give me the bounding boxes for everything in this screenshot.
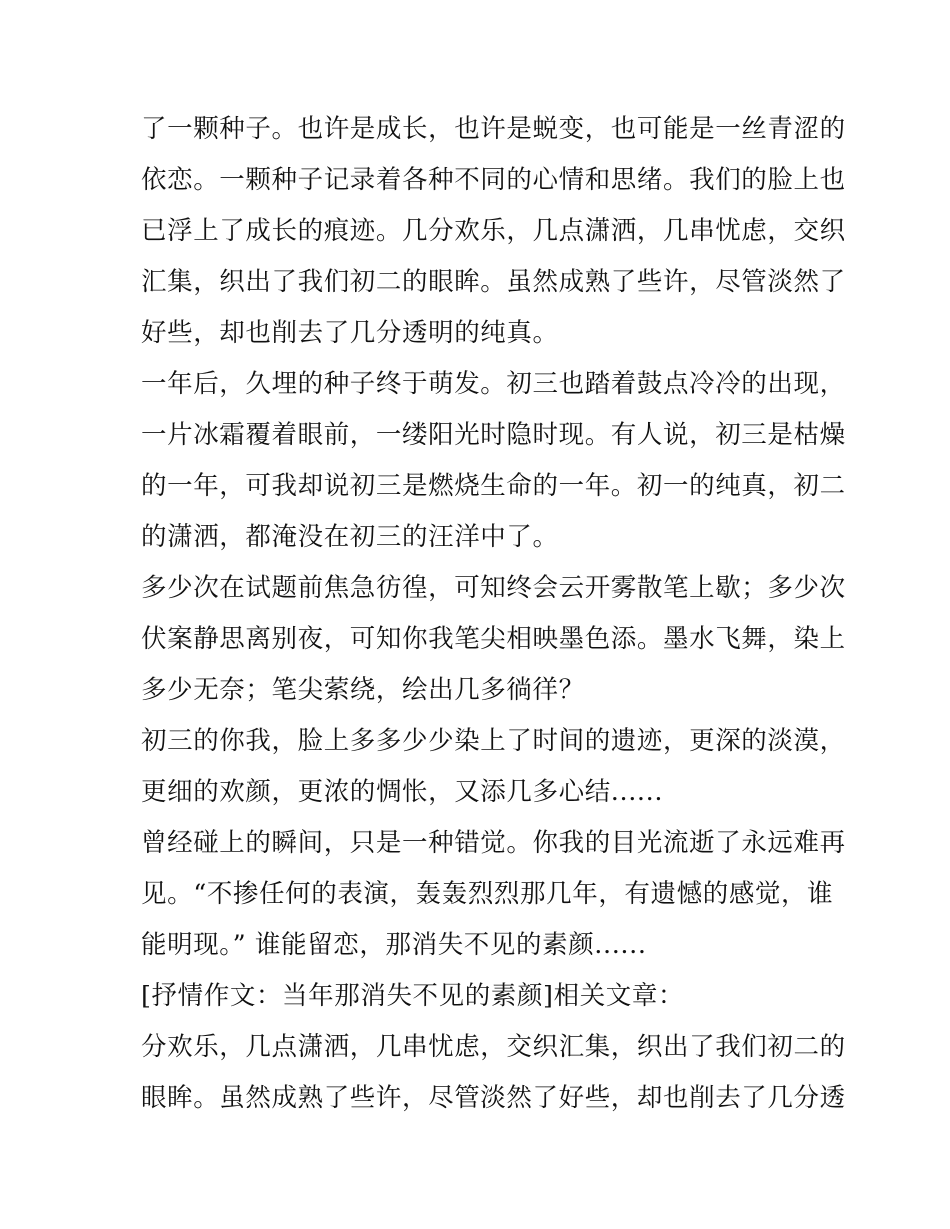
related-articles-heading: [抒情作文：当年那消失不见的素颜]相关文章： <box>141 981 685 1011</box>
text-line: 见。“不掺任何的表演，轰轰烈烈那几年，有遗憾的感觉，谁 <box>141 879 834 909</box>
text-line: 曾经碰上的瞬间，只是一种错觉。你我的目光流逝了永远难再 <box>141 828 846 858</box>
text-line: 更细的欢颜，更浓的惆怅，又添几多心结...... <box>141 777 664 807</box>
text-line: 了一颗种子。也许是成长，也许是蜕变，也可能是一丝青涩的 <box>141 114 846 144</box>
text-line: 眼眸。虽然成熟了些许，尽管淡然了好些，却也削去了几分透 <box>141 1083 846 1113</box>
text-line: 一片冰霜覆着眼前，一缕阳光时隐时现。有人说，初三是枯燥 <box>141 420 846 450</box>
text-line: 好些，却也削去了几分透明的纯真。 <box>141 318 559 348</box>
text-line: 汇集，织出了我们初二的眼眸。虽然成熟了些许，尽管淡然了 <box>141 267 846 297</box>
text-line: 一年后，久埋的种子终于萌发。初三也踏着鼓点冷冷的出现， <box>141 369 846 399</box>
text-line: 分欢乐，几点潇洒，几串忧虑，交织汇集，织出了我们初二的 <box>141 1032 846 1062</box>
text-line: 多少次在试题前焦急彷徨，可知终会云开雾散笔上歇；多少次 <box>141 573 846 603</box>
text-line: 初三的你我，脸上多多少少染上了时间的遗迹，更深的淡漠， <box>141 726 846 756</box>
text-line: 伏案静思离别夜，可知你我笔尖相映墨色添。墨水飞舞，染上 <box>141 624 846 654</box>
document-body <box>141 104 846 1124</box>
text-line: 已浮上了成长的痕迹。几分欢乐，几点潇洒，几串忧虑，交织 <box>141 216 846 246</box>
text-line: 能明现。” 谁能留恋，那消失不见的素颜...... <box>141 930 647 960</box>
text-line: 依恋。一颗种子记录着各种不同的心情和思绪。我们的脸上也 <box>141 165 846 195</box>
text-line: 多少无奈；笔尖萦绕，绘出几多徜徉？ <box>141 675 585 705</box>
text-line: 的一年，可我却说初三是燃烧生命的一年。初一的纯真，初二 <box>141 471 846 501</box>
text-line: 的潇洒，都淹没在初三的汪洋中了。 <box>141 522 559 552</box>
